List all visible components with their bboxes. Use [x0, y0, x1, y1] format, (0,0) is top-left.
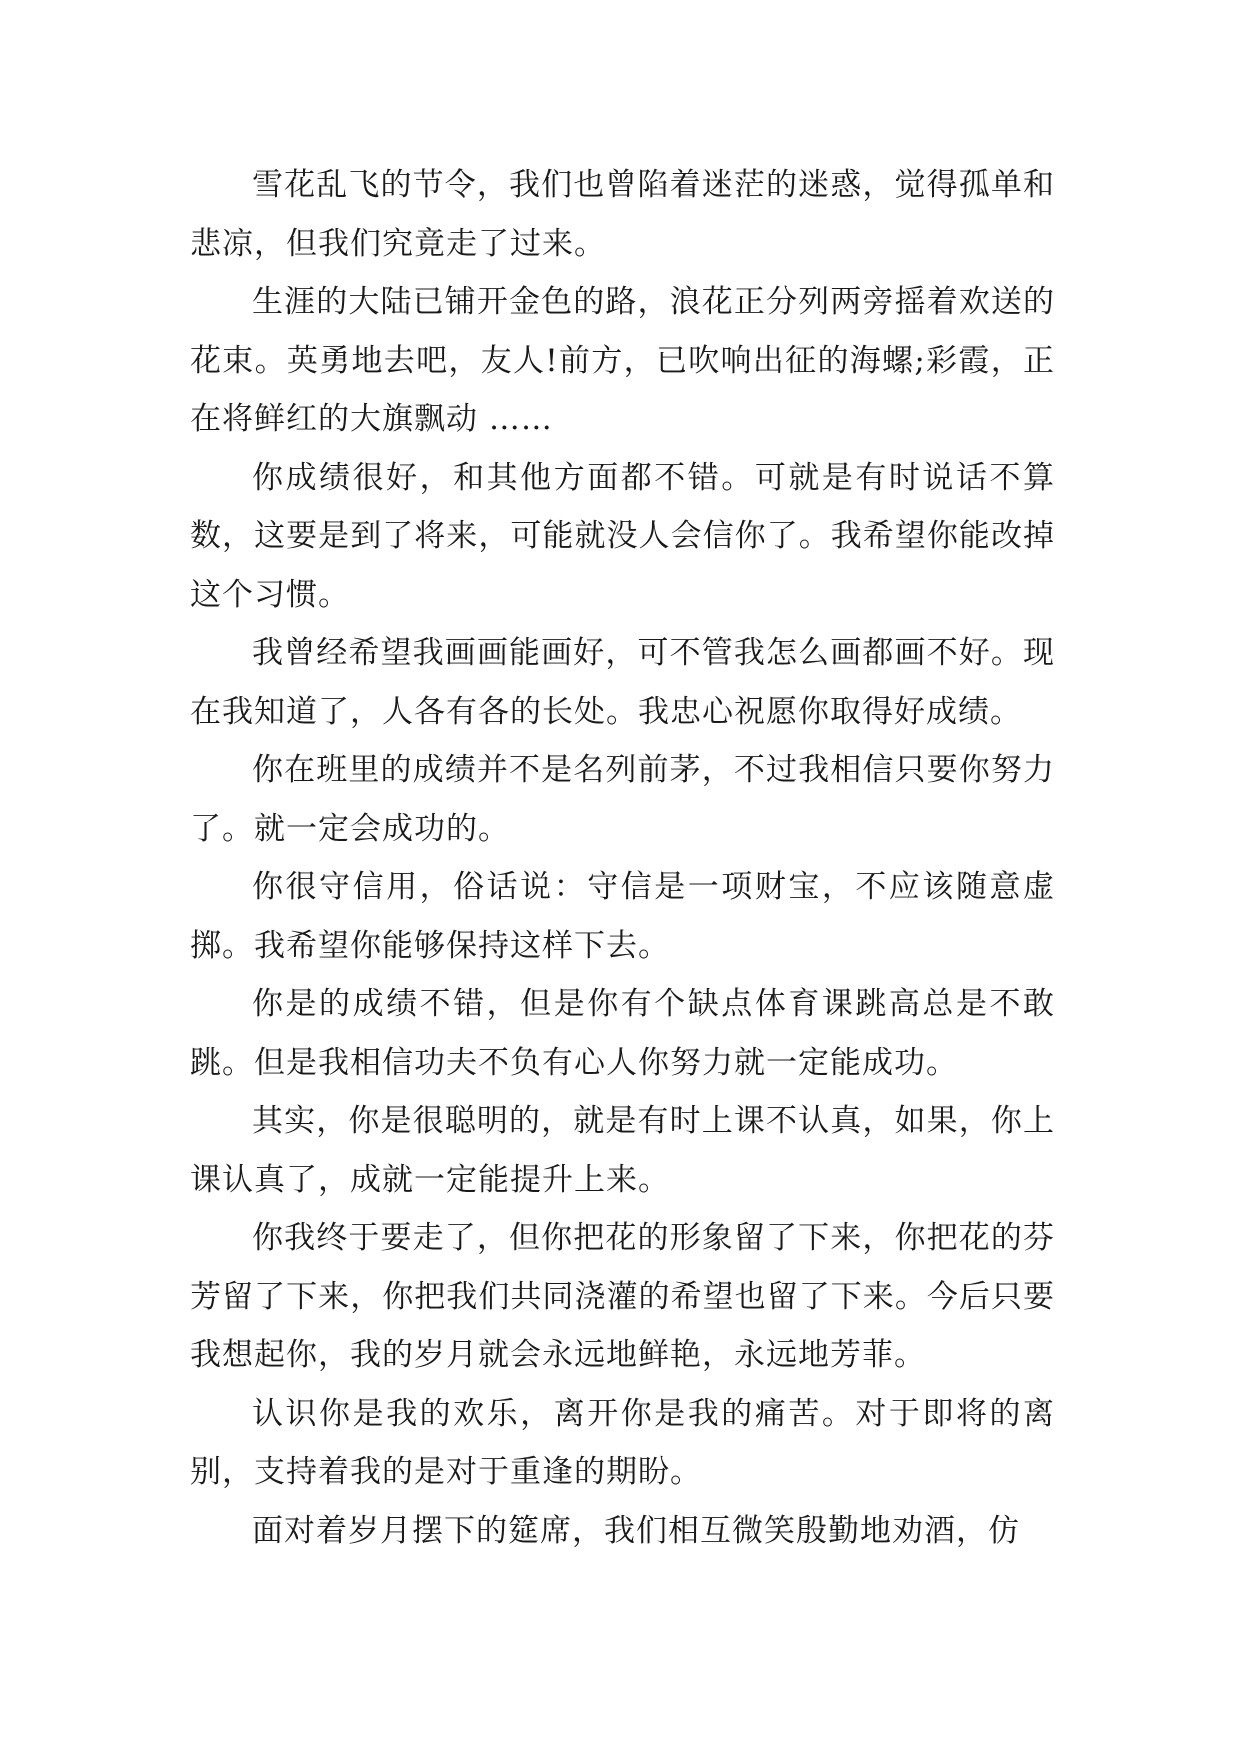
document-body [190, 156, 1055, 1560]
paragraph: 你在班里的成绩并不是名列前茅，不过我相信只要你努力了。就一定会成功的。 [190, 752, 1055, 847]
paragraph: 认识你是我的欢乐，离开你是我的痛苦。对于即将的离别，支持着我的是对于重逢的期盼。 [190, 1395, 1055, 1490]
paragraph: 其实，你是很聪明的，就是有时上课不认真，如果，你上课认真了，成就一定能提升上来。 [190, 1103, 1055, 1198]
paragraph: 雪花乱飞的节令，我们也曾陷着迷茫的迷惑，觉得孤单和悲凉，但我们究竟走了过来。 [190, 167, 1055, 262]
paragraph: 面对着岁月摆下的筵席，我们相互微笑殷勤地劝酒，仿 [252, 1512, 1020, 1549]
paragraph: 我曾经希望我画画能画好，可不管我怎么画都画不好。现在我知道了，人各有各的长处。我忠心祝愿你取得好成绩。 [190, 635, 1055, 730]
paragraph: 你是的成绩不错，但是你有个缺点体育课跳高总是不敢跳。但是我相信功夫不负有心人你努力就一定能成功。 [190, 986, 1055, 1081]
paragraph: 你很守信用，俗话说：守信是一项财宝，不应该随意虚掷。我希望你能够保持这样下去。 [190, 869, 1055, 964]
paragraph: 你成绩很好，和其他方面都不错。可就是有时说话不算数，这要是到了将来，可能就没人会信你了。我希望你能改掉这个习惯。 [190, 459, 1055, 613]
paragraph: 生涯的大陆已铺开金色的路，浪花正分列两旁摇着欢送的花束。英勇地去吧，友人!前方，已吹响出征的海螺;彩霞，正在将鲜红的大旗飘动 …… [190, 284, 1055, 437]
paragraph: 你我终于要走了，但你把花的形象留了下来，你把花的芬芳留了下来，你把我们共同浇灌的希望也留了下来。今后只要我想起你，我的岁月就会永远地鲜艳，永远地芳菲。 [190, 1220, 1055, 1373]
